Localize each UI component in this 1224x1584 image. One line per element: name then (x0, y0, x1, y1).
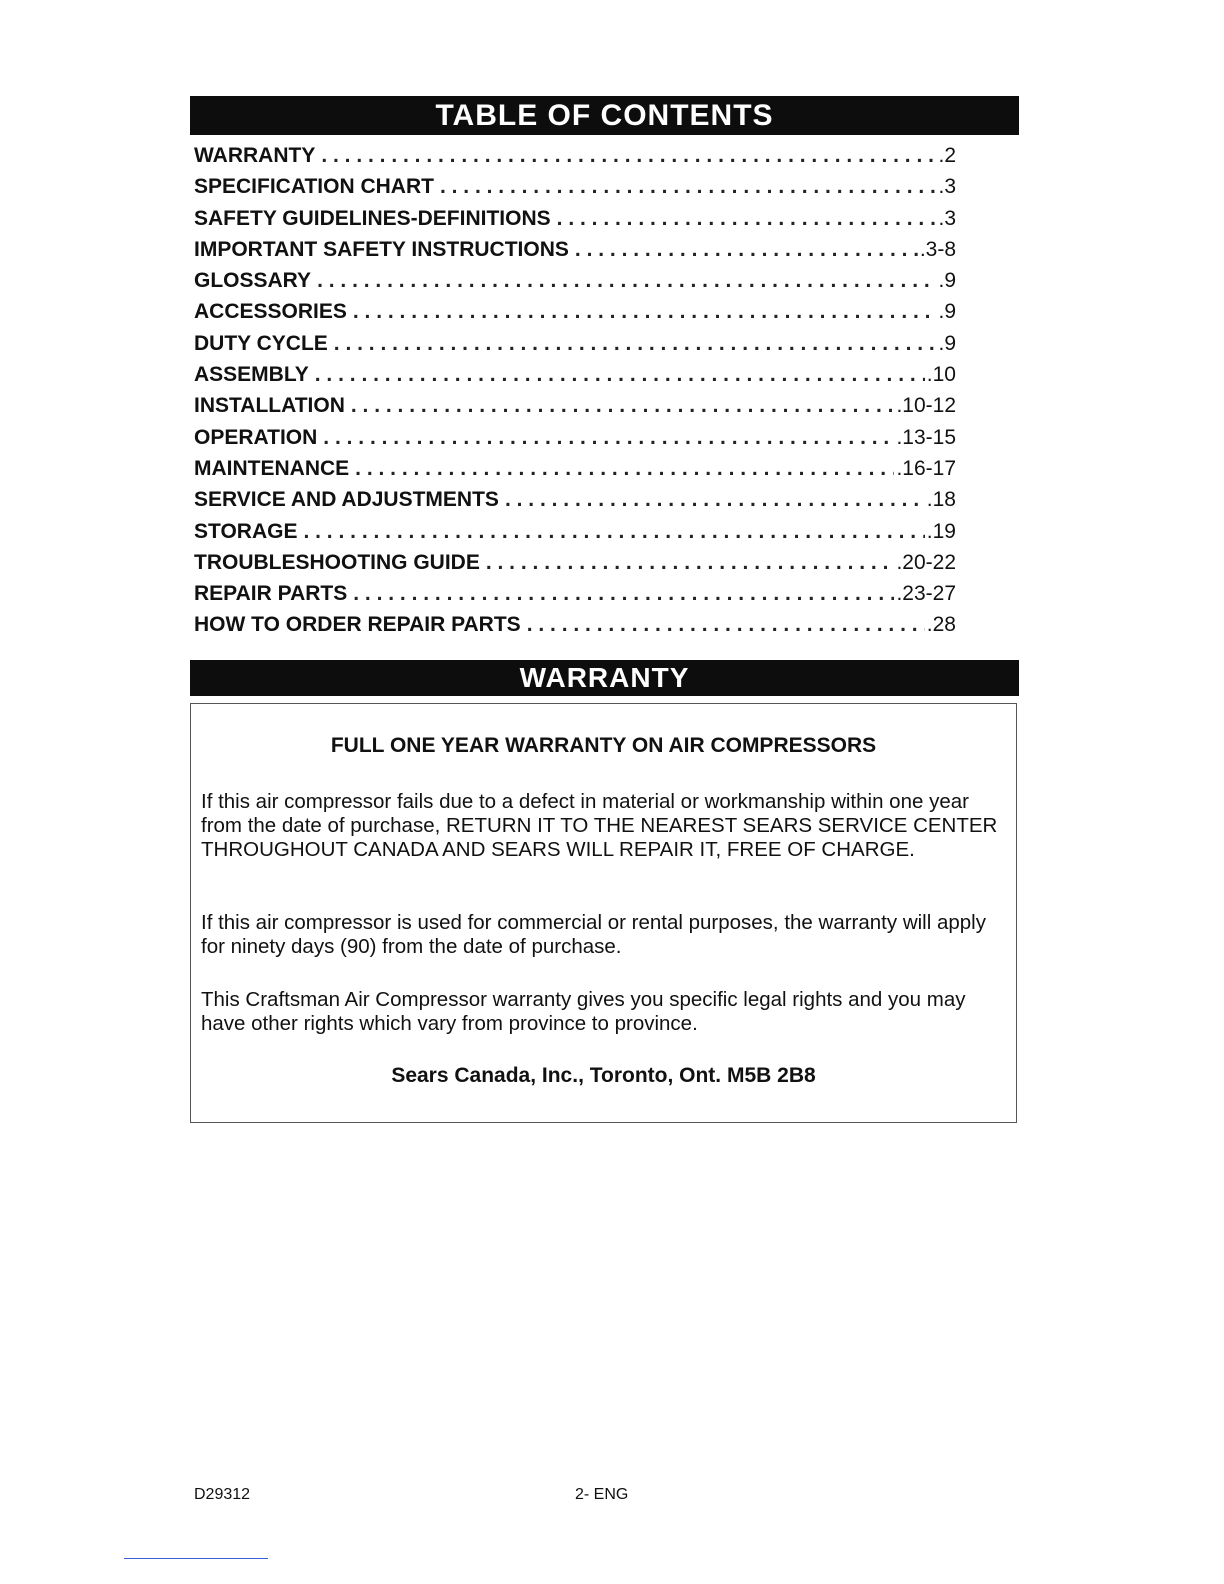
toc-entry-storage[interactable] (194, 516, 956, 547)
toc-entry-page: .28 (926, 613, 956, 637)
toc-leader-dots (317, 265, 936, 296)
warranty-paragraph: This Craftsman Air Compressor warranty gives you specific legal rights and you may have other rights which vary from province to province. (201, 988, 966, 1035)
toc-leader-dots (321, 140, 936, 171)
toc-entry-title: WARRANTY (194, 144, 316, 167)
toc-entry-page: .18 (926, 488, 956, 512)
toc-leader-dots (486, 547, 895, 578)
toc-leader-dots (323, 422, 894, 453)
toc-entry-safety-guidelines[interactable] (194, 203, 956, 234)
toc-entry-title: REPAIR PARTS (194, 582, 348, 606)
warranty-subheading: FULL ONE YEAR WARRANTY ON AIR COMPRESSORS (330, 734, 877, 757)
warranty-paragraph: If this air compressor fails due to a defect in material or workmanship within one year from the date of purchase, RETURN IT TO THE NEAREST SEARS SERVICE CENTER THROUGHOUT CANADA AND SEARS WILL REPAIR IT, FREE OF CHARGE. (201, 790, 998, 861)
toc-entry-title: OPERATION (194, 425, 318, 449)
toc-entry-page: .9 (938, 331, 956, 355)
warranty-paragraph: If this air compressor is used for commercial or rental purposes, the warranty will apply for ninety days (90) from the date of purchase. (201, 911, 986, 958)
toc-leader-dots (351, 390, 895, 421)
toc-entry-warranty[interactable] (194, 140, 956, 171)
toc-entry-title: HOW TO ORDER REPAIR PARTS (194, 613, 521, 637)
toc-leader-dots (557, 203, 937, 234)
toc-entry-specification-chart[interactable] (194, 171, 956, 202)
toc-entry-glossary[interactable] (194, 265, 956, 296)
toc-entry-troubleshooting-guide[interactable] (194, 547, 956, 578)
toc-entry-title: GLOSSARY (194, 269, 312, 293)
toc-entry-page: .3 (938, 175, 956, 199)
toc-entry-page: .10-12 (896, 394, 956, 418)
toc-heading: TABLE OF CONTENTS (190, 96, 1019, 135)
toc-entry-title: TROUBLESHOOTING GUIDE (194, 550, 480, 574)
document-code: D29312 (194, 1486, 251, 1503)
toc-entry-page: .19 (926, 519, 956, 543)
toc-entry-page: .10 (926, 363, 956, 387)
toc-leader-dots (527, 609, 925, 640)
warranty-address: Sears Canada, Inc., Toronto, Ont. M5B 2B8 (391, 1064, 816, 1087)
bottom-divider (124, 1558, 268, 1559)
toc-entry-title: INSTALLATION (194, 394, 345, 418)
toc-entry-installation[interactable] (194, 390, 956, 421)
toc-entry-page: .3-8 (919, 237, 956, 261)
warranty-box (190, 703, 1017, 1123)
toc-entry-page: .16-17 (896, 456, 956, 480)
toc-entry-title: ASSEMBLY (194, 363, 309, 387)
toc-entry-service-and-adjustments[interactable] (194, 484, 956, 515)
toc-entry-operation[interactable] (194, 422, 956, 453)
toc-entry-how-to-order-repair-parts[interactable] (194, 609, 956, 640)
toc-entry-assembly[interactable] (194, 359, 956, 390)
toc-leader-dots (355, 453, 894, 484)
toc-leader-dots (334, 328, 937, 359)
toc-entry-repair-parts[interactable] (194, 578, 956, 609)
toc-entry-important-safety-instructions[interactable] (194, 234, 956, 265)
toc-entry-title: SERVICE AND ADJUSTMENTS (194, 488, 499, 512)
toc-leader-dots (440, 171, 937, 202)
toc-entry-title: ACCESSORIES (194, 300, 347, 324)
toc-entry-page: .23-27 (896, 582, 956, 606)
toc-entry-title: SPECIFICATION CHART (194, 175, 434, 199)
toc-entry-page: .20-22 (896, 550, 956, 574)
toc-entry-title: SAFETY GUIDELINES-DEFINITIONS (194, 206, 551, 230)
toc-entry-title: IMPORTANT SAFETY INSTRUCTIONS (194, 237, 569, 261)
toc-entry-duty-cycle[interactable] (194, 328, 956, 359)
toc-entry-page: .13-15 (896, 425, 956, 449)
warranty-heading: WARRANTY (190, 660, 1019, 696)
toc-entry-maintenance[interactable] (194, 453, 956, 484)
toc-entry-page: .3 (938, 206, 956, 230)
toc-entry-title: STORAGE (194, 519, 298, 543)
page-number: 2- ENG (575, 1486, 629, 1503)
toc-leader-dots (505, 484, 925, 515)
toc-entry-page: .9 (938, 269, 956, 293)
toc-list (194, 140, 956, 641)
toc-leader-dots (353, 296, 937, 327)
toc-leader-dots (353, 578, 894, 609)
toc-leader-dots (575, 234, 918, 265)
toc-entry-title: DUTY CYCLE (194, 331, 328, 355)
toc-entry-title: MAINTENANCE (194, 456, 350, 480)
toc-entry-page: .2 (938, 144, 956, 167)
toc-leader-dots (303, 516, 924, 547)
toc-entry-page: .9 (938, 300, 956, 324)
toc-leader-dots (315, 359, 925, 390)
toc-entry-accessories[interactable] (194, 296, 956, 327)
